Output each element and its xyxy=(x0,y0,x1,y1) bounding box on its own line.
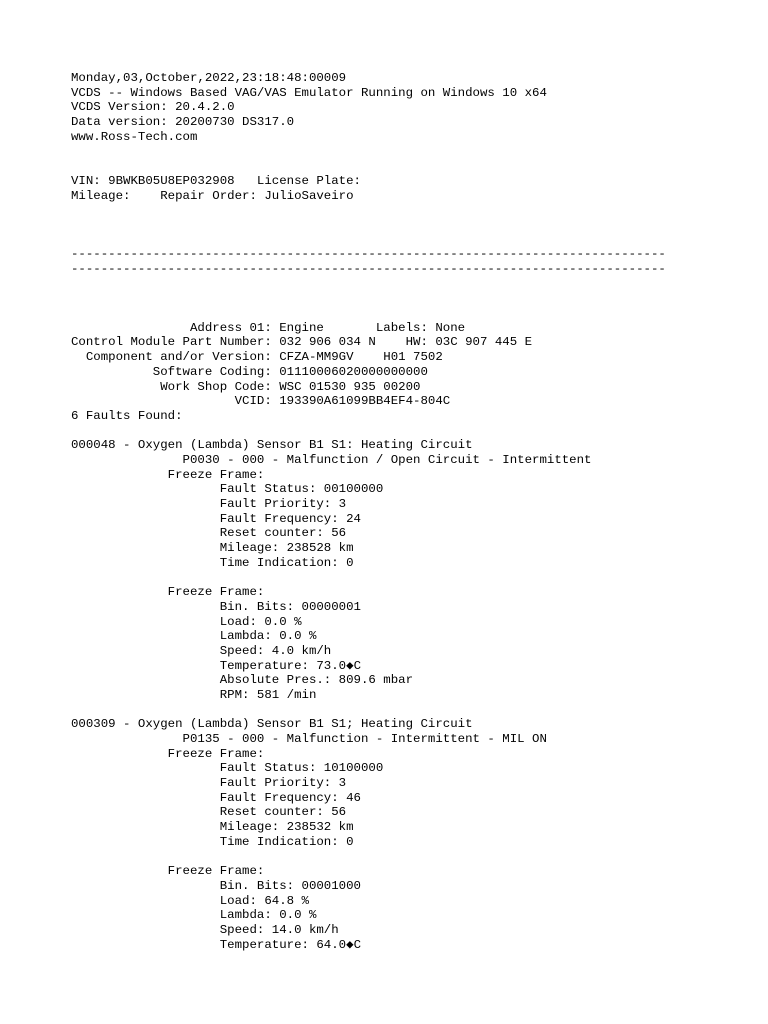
vcds-version: VCDS Version: 20.4.2.0 xyxy=(71,100,235,115)
freeze-frame-value: Absolute Pres.: 809.6 mbar xyxy=(71,673,414,688)
freeze-frame-value: Mileage: 238532 km xyxy=(71,820,354,835)
freeze-frame-value: Lambda: 0.0 % xyxy=(71,908,317,923)
report-timestamp: Monday,03,October,2022,23:18:48:00009 xyxy=(71,71,347,85)
freeze-frame-value: Fault Frequency: 24 xyxy=(71,511,361,526)
freeze-frame-label: Freeze Frame: xyxy=(71,467,265,482)
freeze-frame-value: Bin. Bits: 00001000 xyxy=(71,878,361,893)
freeze-frame-value: Speed: 14.0 km/h xyxy=(71,922,339,937)
separator-line: -------------------------------------------------------------------------------- xyxy=(71,247,666,262)
freeze-frame-value: Temperature: 64.0◆C xyxy=(71,937,362,952)
freeze-frame-value: Lambda: 0.0 % xyxy=(71,629,317,644)
module-component: Component and/or Version: CFZA-MM9GV H01 7502 xyxy=(71,350,443,365)
module-workshop-code: Work Shop Code: WSC 01530 935 00200 xyxy=(71,379,421,394)
faults-found-count: 6 Faults Found: xyxy=(71,408,183,423)
fault-entry xyxy=(71,438,748,702)
freeze-frame-value: Fault Priority: 3 xyxy=(71,776,347,791)
data-version: Data version: 20200730 DS317.0 xyxy=(71,115,295,130)
product-name: VCDS -- Windows Based VAG/VAS Emulator Running on Windows 10 x64 xyxy=(71,85,547,100)
freeze-frame-value: Reset counter: 56 xyxy=(71,805,347,820)
module-address: Address 01: Engine Labels: None xyxy=(71,320,466,335)
fault-title: 000309 - Oxygen (Lambda) Sensor B1 S1; Heating Circuit xyxy=(71,717,473,732)
freeze-frame-value: Fault Status: 00100000 xyxy=(71,482,384,497)
mileage-line: Mileage: Repair Order: JulioSaveiro xyxy=(71,188,354,203)
fault-entry xyxy=(71,717,748,952)
module-part-number: Control Module Part Number: 032 906 034 N HW: 03C 907 445 E xyxy=(71,335,533,350)
fault-code: P0135 - 000 - Malfunction - Intermittent - MIL ON xyxy=(71,732,547,746)
freeze-frame-value: Fault Priority: 3 xyxy=(71,497,347,511)
freeze-frame-value: Reset counter: 56 xyxy=(71,526,347,541)
vcds-report xyxy=(71,71,748,952)
freeze-frame-value: Time Indication: 0 xyxy=(71,555,354,570)
freeze-frame-label: Freeze Frame: xyxy=(71,746,265,761)
fault-title: 000048 - Oxygen (Lambda) Sensor B1 S1: Heating Circuit xyxy=(71,438,473,453)
freeze-frame-value: Time Indication: 0 xyxy=(71,834,354,849)
freeze-frame-value: Fault Status: 10100000 xyxy=(71,761,384,776)
freeze-frame-label: Freeze Frame: xyxy=(71,864,265,879)
website: www.Ross-Tech.com xyxy=(71,129,198,144)
fault-code: P0030 - 000 - Malfunction / Open Circuit - Intermittent xyxy=(71,452,592,467)
freeze-frame-label: Freeze Frame: xyxy=(71,585,265,600)
freeze-frame-value: RPM: 581 /min xyxy=(71,687,317,702)
freeze-frame-value: Fault Frequency: 46 xyxy=(71,790,361,805)
freeze-frame-value: Load: 64.8 % xyxy=(71,893,309,908)
freeze-frame-value: Speed: 4.0 km/h xyxy=(71,643,332,658)
module-vcid: VCID: 193390A61099BB4EF4-804C xyxy=(71,394,451,409)
vin-line: VIN: 9BWKB05U8EP032908 License Plate: xyxy=(71,173,361,188)
freeze-frame-value: Load: 0.0 % xyxy=(71,614,302,629)
freeze-frame-value: Mileage: 238528 km xyxy=(71,541,354,556)
freeze-frame-value: Temperature: 73.0◆C xyxy=(71,658,362,673)
separator-line: -------------------------------------------------------------------------------- xyxy=(71,261,666,276)
module-software-coding: Software Coding: 01110006020000000000 xyxy=(71,364,428,379)
freeze-frame-value: Bin. Bits: 00000001 xyxy=(71,599,361,614)
